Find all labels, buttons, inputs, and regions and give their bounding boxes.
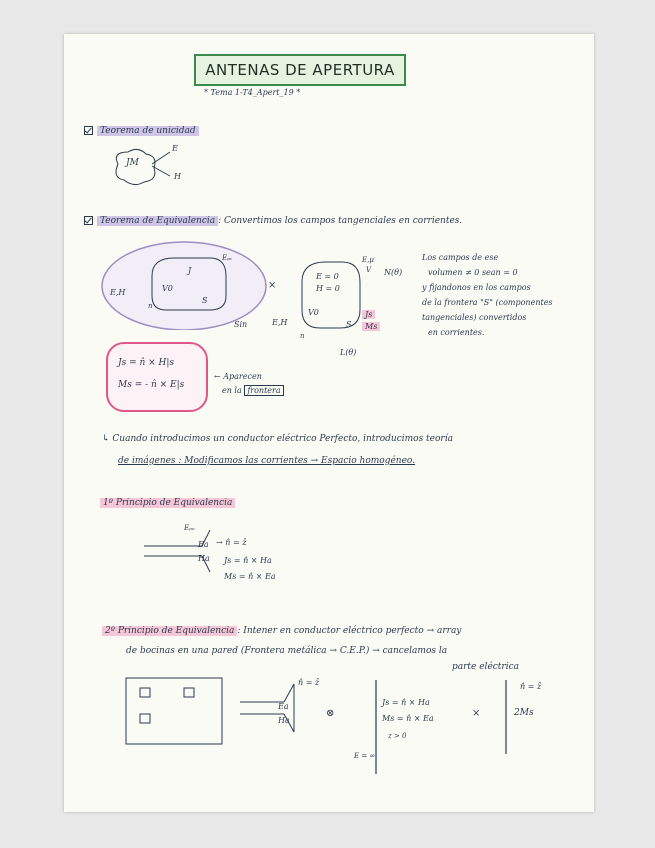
imagenes-line-2: de imágenes : Modificamos las corrientes → Espacio homogéneo.	[118, 456, 416, 466]
principio1-ea-label: Ea	[198, 540, 209, 549]
principio2-ea-label: Ea	[278, 702, 289, 711]
unicidad-e-label: E	[172, 144, 178, 153]
right-v-label: V	[366, 266, 372, 274]
note-line: y fijandonos en los campos	[422, 283, 531, 292]
right-ev-label: E,μ	[362, 256, 374, 264]
principio2-ms: Ms = n̂ × Ea	[382, 714, 434, 723]
principio1-ha-label: Ha	[198, 554, 210, 563]
equivalencia-left-diagram	[100, 238, 270, 330]
principio1-diagram	[144, 526, 214, 576]
principio2-times-symbol: ⊗	[326, 708, 335, 719]
left-epv-label: Eₚᵥ	[222, 254, 233, 262]
formula-ms: Ms = - n̂ × E|s	[118, 380, 185, 390]
principio2-line-2: de bocinas en una pared (Frontera metálica → C.E.P.) → cancelamos la	[126, 646, 448, 656]
principio1-epo-label: Eₚₒ	[184, 524, 195, 532]
times-symbol: ×	[268, 280, 277, 291]
note-line: en corrientes.	[428, 328, 485, 337]
left-eh-label: E,H	[110, 288, 126, 297]
right-h0-label: H = 0	[316, 284, 340, 293]
principio2-diagram	[124, 674, 584, 794]
right-eh-label: E,H	[272, 318, 288, 327]
principio2-line-3: parte eléctrica	[452, 662, 520, 672]
right-sin-label: Sin	[234, 320, 248, 329]
checkbox-icon	[84, 126, 93, 135]
principio2-twoms: 2Ms	[514, 708, 534, 718]
right-ms-label: Ms	[362, 322, 380, 331]
unicidad-source-label: JM	[126, 158, 139, 168]
page-title: ANTENAS DE APERTURA	[194, 54, 406, 86]
page-subtitle: * Tema 1-T4_Apert_19 *	[204, 88, 301, 97]
unicidad-diagram	[104, 142, 194, 192]
principio2-nz-label: n̂ = ẑ	[298, 678, 320, 687]
heading-unicidad: Teorema de unicidad	[84, 126, 199, 136]
principio2-x-symbol: ×	[472, 708, 481, 719]
equivalencia-notes	[422, 250, 553, 340]
imagenes-line-1: ↳ Cuando introducimos un conductor eléctrico Perfecto, introducimos teoría	[102, 434, 453, 444]
right-js-label: Js	[362, 310, 375, 319]
heading-equivalencia: Teorema de Equivalencia : Convertimos los campos tangenciales en corrientes.	[84, 216, 462, 226]
note-line: Los campos de ese	[422, 253, 499, 262]
principio1-eq-js: Js = n̂ × Ha	[224, 556, 272, 565]
left-v0-label: V0	[162, 284, 173, 293]
right-e0-label: E = 0	[316, 272, 339, 281]
notebook-page	[64, 34, 594, 812]
principio2-z0: z > 0	[388, 732, 407, 740]
note-line: tangenciales) convertidos	[422, 313, 527, 322]
right-s-label: S	[346, 320, 352, 329]
right-nq-label: N(θ)	[384, 268, 403, 277]
principio2-ha-label: Ha	[278, 716, 290, 725]
principio2-einf: E = ∞	[354, 752, 376, 760]
right-l-label: L(θ)	[340, 348, 357, 357]
horn-aperture	[184, 688, 194, 697]
right-v0-label: V0	[308, 308, 319, 317]
note-line: de la frontera "S" (componentes	[422, 298, 553, 307]
left-s-label: S	[202, 296, 208, 305]
principio2-nz2-label: n̂ = ẑ	[520, 682, 542, 691]
horn-aperture	[140, 714, 150, 723]
principio2-line-1: 2º Principio de Equivalencia : Intener en conductor eléctrico perfecto → array	[102, 626, 461, 636]
principio2-js: Js = n̂ × Ha	[382, 698, 430, 707]
horn-aperture	[140, 688, 150, 697]
formula-box	[106, 342, 208, 412]
aparecen-note: ← Aparecen	[214, 372, 262, 381]
note-line: volumen ≠ 0 sean = 0	[428, 268, 518, 277]
principio1-eq-n: → n̂ = ẑ	[216, 538, 247, 547]
unicidad-h-label: H	[174, 172, 181, 181]
left-n-label: n	[148, 302, 153, 310]
principio1-eq-ms: Ms = n̂ × Ea	[224, 572, 276, 581]
heading-principio-1: 1º Principio de Equivalencia	[100, 498, 235, 508]
checkbox-icon	[84, 216, 93, 225]
aparecen-note-2: en la frontera	[222, 386, 284, 395]
left-j-label: J	[188, 266, 192, 275]
formula-js: Js = n̂ × H|s	[118, 358, 175, 368]
right-n-label: n	[300, 332, 305, 340]
